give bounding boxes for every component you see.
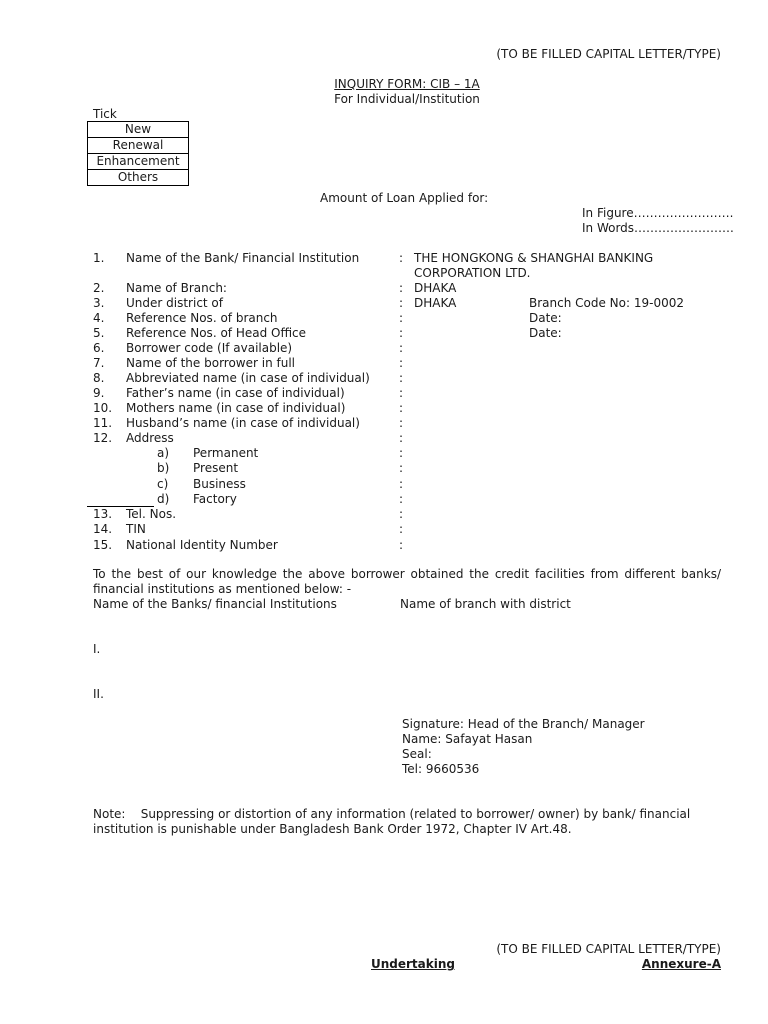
field-row-continuation: [93, 266, 733, 281]
column-header-branch: Name of branch with district: [400, 597, 571, 611]
field-row: [93, 251, 733, 266]
field-row: [93, 507, 733, 522]
field-colon[interactable]: :: [399, 401, 404, 415]
field-label: Tel. Nos.: [126, 507, 177, 521]
amount-label: Amount of Loan Applied for:: [320, 191, 489, 205]
seal-label: Seal:: [402, 747, 432, 761]
annexure-label: Annexure-A: [641, 957, 721, 971]
field-label: Reference Nos. of branch: [126, 311, 278, 325]
field-colon[interactable]: :: [399, 538, 404, 552]
field-colon[interactable]: :: [399, 477, 404, 491]
field-number: 7.: [93, 356, 105, 370]
tick-options-table: [87, 121, 189, 186]
address-row: [93, 492, 733, 507]
tick-option-enhancement[interactable]: Enhancement: [88, 154, 188, 170]
signature-line: Signature: Head of the Branch/ Manager: [402, 717, 645, 731]
date-field[interactable]: Date:: [529, 311, 562, 325]
address-letter: d): [157, 492, 170, 506]
field-number: 2.: [93, 281, 105, 295]
field-label: National Identity Number: [126, 538, 278, 552]
field-row: [93, 371, 733, 386]
field-number: 5.: [93, 326, 105, 340]
field-label: Mothers name (in case of individual): [126, 401, 346, 415]
address-letter: b): [157, 461, 170, 475]
field-number: 9.: [93, 386, 105, 400]
in-words-field[interactable]: In Words…………………….: [582, 221, 734, 235]
field-row: [93, 311, 733, 326]
tick-label: Tick: [93, 107, 117, 121]
tick-option-renewal[interactable]: Renewal: [88, 138, 188, 154]
undertaking-heading: Undertaking: [371, 957, 455, 971]
field-colon[interactable]: :: [399, 386, 404, 400]
date-field[interactable]: Date:: [529, 326, 562, 340]
field-label: Under district of: [126, 296, 223, 310]
field-row: [93, 431, 733, 446]
field-number: 10.: [93, 401, 113, 415]
address-letter: a): [157, 446, 170, 460]
field-label: Borrower code (If available): [126, 341, 293, 355]
field-row: [93, 538, 733, 553]
address-row: [93, 446, 733, 461]
note-line: Note: Suppressing or distortion of any information (related to borrower/ owner) by bank/ financial: [93, 807, 691, 821]
entry-numeral: II.: [93, 687, 104, 701]
field-number: 3.: [93, 296, 105, 310]
tick-option-others[interactable]: Others: [117, 170, 159, 184]
field-colon[interactable]: :: [399, 522, 404, 536]
field-row: [93, 416, 733, 431]
field-number: 12.: [93, 431, 113, 445]
field-colon[interactable]: :: [399, 461, 404, 475]
field-label: Reference Nos. of Head Office: [126, 326, 307, 340]
field-label: Address: [126, 431, 174, 445]
field-colon: :: [399, 326, 404, 340]
field-label: Name of the borrower in full: [126, 356, 295, 370]
field-row: [93, 296, 733, 311]
field-label: Name of Branch:: [126, 281, 227, 295]
address-label: Permanent: [193, 446, 259, 460]
field-value[interactable]: DHAKA: [414, 296, 457, 310]
address-row: [93, 461, 733, 476]
field-label: Abbreviated name (in case of individual): [126, 371, 370, 385]
field-value[interactable]: THE HONGKONG & SHANGHAI BANKING: [414, 251, 654, 265]
field-colon: :: [399, 281, 404, 295]
field-row: [93, 326, 733, 341]
note-line: institution is punishable under Bangladesh Bank Order 1972, Chapter IV Art.48.: [93, 822, 572, 836]
field-number: 13.: [93, 507, 113, 521]
field-number: 14.: [93, 522, 113, 536]
field-number: 6.: [93, 341, 105, 355]
field-number: 1.: [93, 251, 105, 265]
field-value[interactable]: DHAKA: [414, 281, 457, 295]
telephone: Tel: 9660536: [402, 762, 480, 776]
fill-instruction-top: (TO BE FILLED CAPITAL LETTER/TYPE): [496, 47, 721, 61]
form-title: INQUIRY FORM: CIB – 1A: [334, 77, 480, 91]
field-label: Husband’s name (in case of individual): [126, 416, 360, 430]
field-colon[interactable]: :: [399, 492, 404, 506]
address-letter: c): [157, 477, 169, 491]
field-colon[interactable]: :: [399, 446, 404, 460]
field-label: Father’s name (in case of individual): [126, 386, 345, 400]
address-label: Factory: [193, 492, 237, 506]
field-row: [93, 281, 733, 296]
column-header-banks: Name of the Banks/ financial Institutions: [93, 597, 337, 611]
address-row: [93, 477, 733, 492]
branch-code[interactable]: Branch Code No: 19-0002: [529, 296, 684, 310]
signatory-name: Name: Safayat Hasan: [402, 732, 533, 746]
field-number: 8.: [93, 371, 105, 385]
field-number: 4.: [93, 311, 105, 325]
tick-option-new[interactable]: New: [88, 122, 188, 138]
field-number: 15.: [93, 538, 113, 552]
field-colon: :: [399, 311, 404, 325]
address-label: Business: [193, 477, 246, 491]
fill-instruction-bottom: (TO BE FILLED CAPITAL LETTER/TYPE): [496, 942, 721, 956]
field-value[interactable]: CORPORATION LTD.: [414, 266, 531, 280]
field-colon[interactable]: :: [399, 431, 404, 445]
field-colon: :: [399, 251, 404, 265]
field-colon[interactable]: :: [399, 371, 404, 385]
address-label: Present: [193, 461, 239, 475]
field-number: 11.: [93, 416, 113, 430]
field-label: Name of the Bank/ Financial Institution: [126, 251, 360, 265]
field-colon: :: [399, 296, 404, 310]
field-row: [93, 401, 733, 416]
field-colon[interactable]: :: [399, 507, 404, 521]
in-figure-field[interactable]: In Figure…………………….: [582, 206, 734, 220]
field-row: [93, 386, 733, 401]
entry-numeral: I.: [93, 642, 101, 656]
field-colon[interactable]: :: [399, 416, 404, 430]
field-colon[interactable]: :: [399, 341, 404, 355]
field-row: [93, 356, 733, 371]
field-row: [93, 341, 733, 356]
field-colon[interactable]: :: [399, 356, 404, 370]
field-label: TIN: [126, 522, 146, 536]
form-subtitle: For Individual/Institution: [334, 92, 480, 106]
field-row: [93, 522, 733, 537]
knowledge-paragraph: To the best of our knowledge the above borrower obtained the credit facilities from different banks/ financial institutions as mentioned below: -: [93, 567, 721, 596]
